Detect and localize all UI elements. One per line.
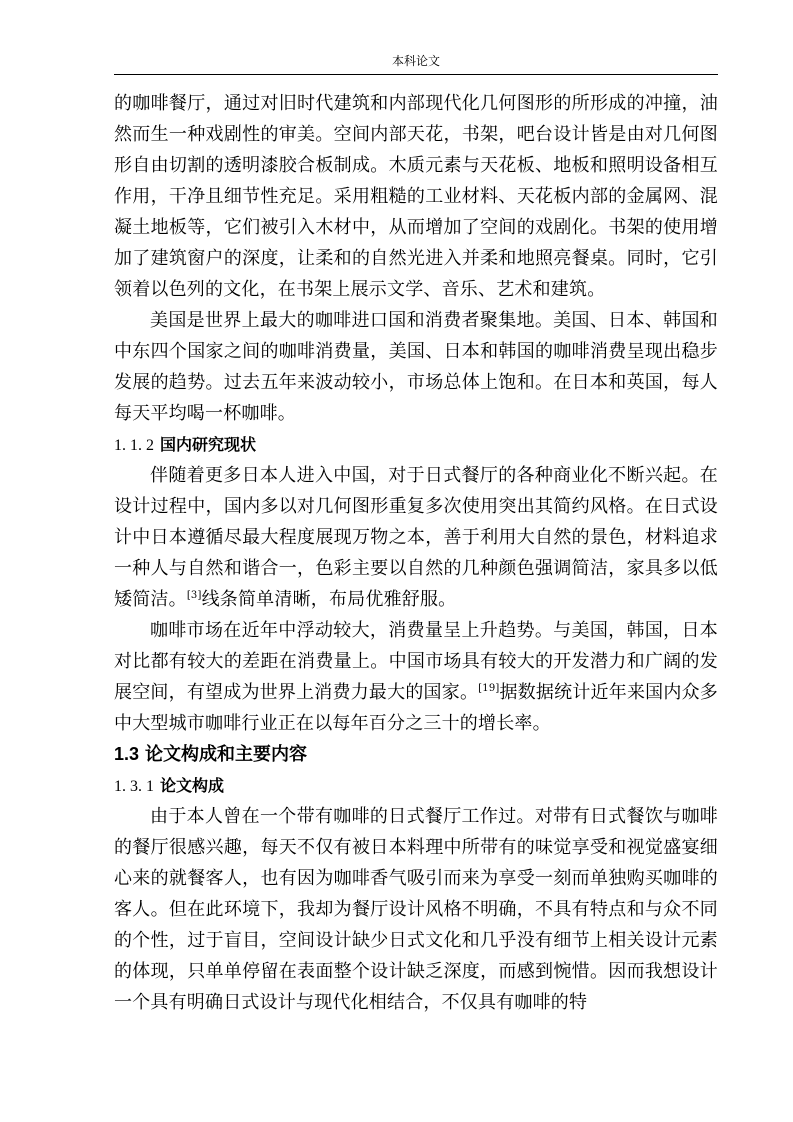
section-heading-1-1-2 — [114, 429, 718, 460]
section-heading-1-3-1 — [114, 770, 718, 801]
section-number: 1. 1. 2 — [114, 437, 154, 454]
page-body — [114, 88, 718, 1018]
section-title: 论文构成和主要内容 — [145, 744, 308, 765]
section-number: 1. 3. 1 — [114, 778, 154, 795]
running-header — [114, 52, 718, 75]
citation-ref-3: [3] — [186, 590, 202, 601]
paragraph-2: 美国是世界上最大的咖啡进口国和消费者聚集地。美国、日本、韩国和中东四个国家之间的咖啡消费量，美国、日本和韩国的咖啡消费呈现出稳步发展的趋势。过去五年来波动较小，市场总体上饱和。在日本和英国，每人每天平均喝一杯咖啡。 — [114, 310, 718, 424]
section-number: 1.3 — [114, 744, 140, 764]
section-title: 国内研究现状 — [160, 435, 257, 454]
citation-ref-19: [19] — [478, 683, 500, 694]
running-title: 本科论文 — [391, 54, 440, 68]
section-heading-1-3 — [114, 739, 718, 770]
paragraph-3-text-b: 线条简单清晰，布局优雅舒服。 — [201, 589, 457, 610]
paragraph-4-text-b: 据数据统计近年来国内众多中大型城市咖啡行业正在以每年百分之三十的增长率。 — [114, 682, 718, 734]
paragraph-4-text-a: 咖啡市场在近年中浮动较大，消费量呈上升趋势。与美国，韩国，日本对比都有较大的差距在消费量上。中国市场具有较大的开发潜力和广阔的发展空间，有望成为世界上消费力最大的国家。 — [114, 620, 718, 703]
paragraph-3-text-a: 伴随着更多日本人进入中国，对于日式餐厅的各种商业化不断兴起。在设计过程中，国内多以对几何图形重复多次使用突出其简约风格。在日式设计中日本遵循尽最大程度展现万物之本，善于利用大自然的景色，材料追求一种人与自然和谐合一，色彩主要以自然的几种颜色强调简洁，家具多以低矮简洁。 — [114, 465, 718, 610]
section-title: 论文构成 — [160, 776, 225, 795]
paragraph-4 — [114, 615, 718, 739]
paragraph-3 — [114, 460, 718, 615]
paragraph-1: 的咖啡餐厅，通过对旧时代建筑和内部现代化几何图形的所形成的冲撞，油然而生一种戏剧性的审美。空间内部天花，书架，吧台设计皆是由对几何图形自由切割的透明漆胶合板制成。木质元素与天花板、地板和照明设备相互作用，干净且细节性充足。采用粗糙的工业材料、天花板内部的金属网、混凝土地板等，它们被引入木材中，从而增加了空间的戏剧化。书架的使用增加了建筑窗户的深度，让柔和的自然光进入并柔和地照亮餐桌。同时，它引领着以色列的文化，在书架上展示文学、音乐、艺术和建筑。 — [114, 93, 718, 300]
paragraph-5: 由于本人曾在一个带有咖啡的日式餐厅工作过。对带有日式餐饮与咖啡的餐厅很感兴趣，每天不仅有被日本料理中所带有的味觉享受和视觉盛宴细心来的就餐客人，也有因为咖啡香气吸引而来为享受一刻而单独购买咖啡的客人。但在此环境下，我却为餐厅设计风格不明确，不具有特点和与众不同的个性，过于盲目，空间设计缺少日式文化和几乎没有细节上相关设计元素的体现，只单单停留在表面整个设计缺乏深度，而感到惋惜。因而我想设计一个具有明确日式设计与现代化相结合，不仅具有咖啡的特 — [114, 806, 718, 1013]
